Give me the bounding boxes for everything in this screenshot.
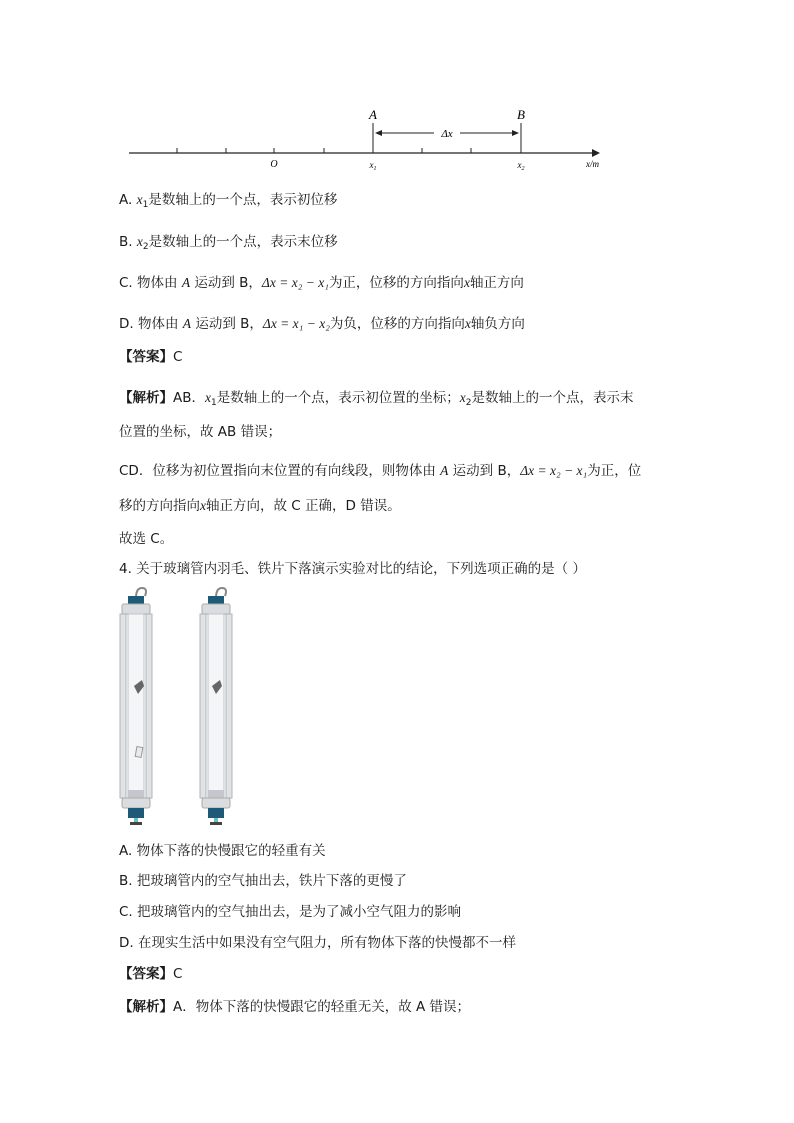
q3-analysis-cd-line1: CD．位移为初位置指向末位置的有向线段，则物体由 A 运动到 B，Δx = x₂ − x₁为正，位 (119, 463, 642, 479)
q3-analysis-ab-line1: 【解析】AB．$x_1$是数轴上的一个点，表示初位置的坐标；$x_2$是数轴上的一个点，表示末 (119, 390, 634, 408)
x1-label: $x_1$ (369, 160, 377, 172)
tube-left (120, 588, 152, 825)
q4-analysis: 【解析】A．物体下落的快慢跟它的轻重无关，故 A 错误； (119, 999, 471, 1015)
x2-label: $x_2$ (517, 160, 525, 172)
q3-analysis-ab-line2: 位置的坐标，故 AB 错误； (119, 424, 282, 440)
point-b-label: B (517, 107, 525, 122)
delta-x-label: Δx (441, 128, 453, 140)
point-a-label: A (369, 107, 377, 122)
q4-answer: 【答案】C (119, 966, 183, 982)
q4-option-c: C. 把玻璃管内的空气抽出去，是为了减小空气阻力的影响 (119, 904, 462, 920)
delta-arrow-left (375, 130, 382, 136)
q3-option-d: D. 物体由 A 运动到 B，Δx = x₁ − x₂为负，位移的方向指向x轴负方向 (119, 316, 525, 332)
q4-stem: 4. 关于玻璃管内羽毛、铁片下落演示实验对比的结论，下列选项正确的是（ ） (119, 561, 586, 577)
delta-arrow-right (512, 130, 519, 136)
q4-option-d: D. 在现实生活中如果没有空气阻力，所有物体下落的快慢都不一样 (119, 935, 516, 951)
axis-unit-label: x/m (586, 159, 599, 169)
q4-option-b: B. 把玻璃管内的空气抽出去，铁片下落的更慢了 (119, 873, 407, 889)
q3-analysis-cd-line2: 移的方向指向x轴正方向，故 C 正确，D 错误。 (119, 498, 401, 514)
q3-option-b: B. $x_2$是数轴上的一个点，表示末位移 (119, 234, 338, 252)
tube-right (200, 588, 232, 825)
glass-tube-figure (0, 582, 794, 832)
q3-option-c: C. 物体由 A 运动到 B，Δx = x₂ − x₁为正，位移的方向指向x轴正方向 (119, 275, 524, 291)
q4-option-a: A. 物体下落的快慢跟它的轻重有关 (119, 843, 326, 859)
q3-answer: 【答案】C (119, 349, 183, 365)
q3-option-a: A. $x_1$是数轴上的一个点，表示初位移 (119, 192, 338, 210)
q3-choose: 故选 C。 (119, 531, 174, 547)
origin-label: O (270, 159, 278, 170)
axis-arrow (592, 149, 600, 157)
